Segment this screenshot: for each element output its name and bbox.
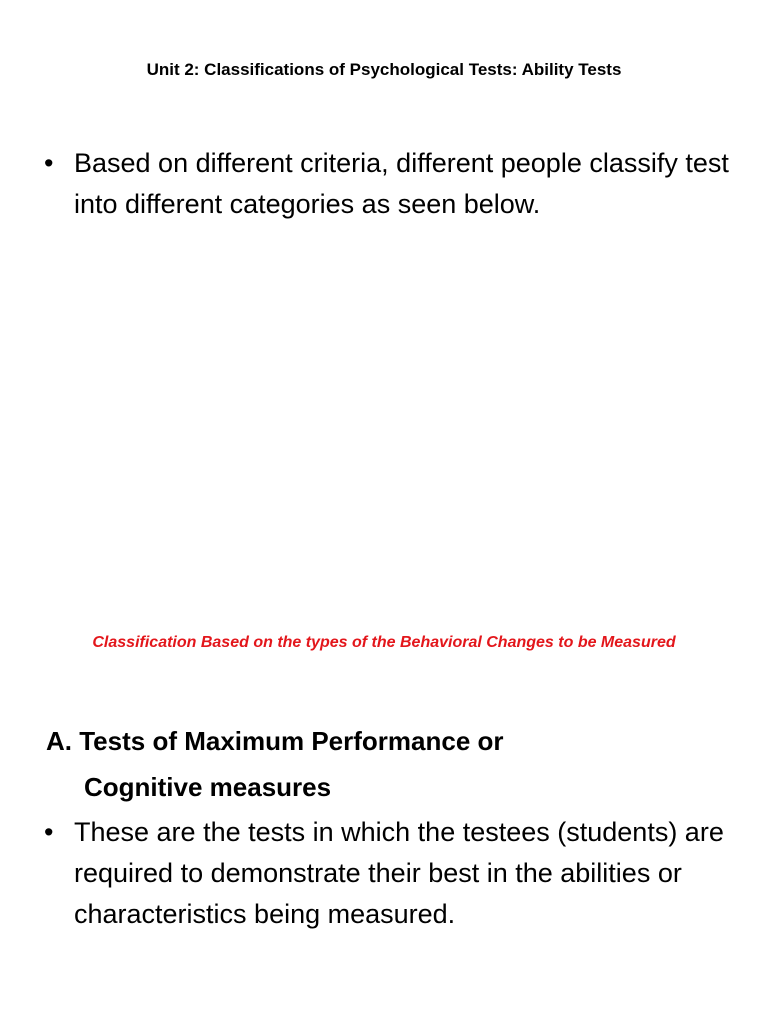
subheading-line-2: Cognitive measures — [84, 772, 332, 802]
intro-bullet-text: Based on different criteria, different people classify test into different categories as seen below. — [74, 148, 729, 219]
section-heading: Classification Based on the types of the Behavioral Changes to be Measured — [92, 634, 676, 651]
intro-bullet — [44, 143, 734, 225]
bullet-row — [44, 143, 734, 225]
bullet-row — [44, 812, 734, 935]
detail-bullet-text: These are the tests in which the testees (students) are required to demonstrate their best in the abilities or characteristics being measured. — [74, 817, 724, 929]
bullet-icon: • — [44, 148, 54, 178]
page-title: Unit 2: Classifications of Psychological Tests: Ability Tests — [146, 60, 622, 79]
subheading — [46, 718, 736, 810]
subheading-line-1: A. Tests of Maximum Performance or — [46, 726, 504, 756]
bullet-icon: • — [44, 817, 54, 847]
detail-bullet — [44, 812, 734, 935]
